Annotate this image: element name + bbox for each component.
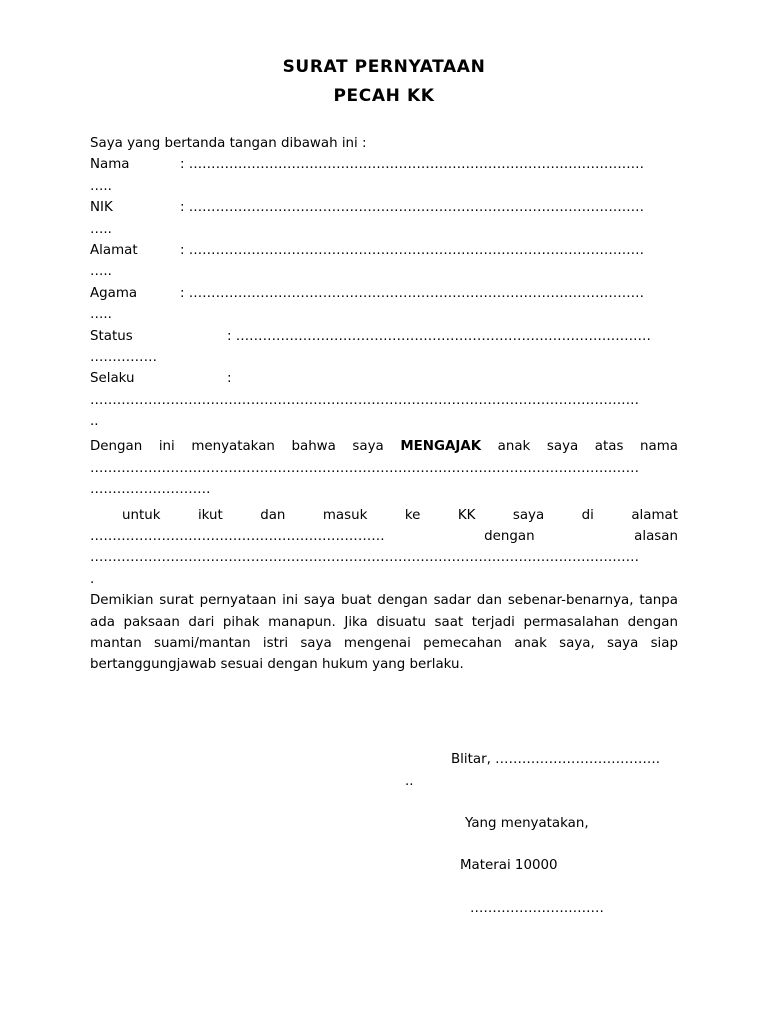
field-colon: :: [227, 328, 232, 344]
field-agama-cont: …..: [90, 307, 112, 323]
address-word: di: [581, 507, 594, 523]
address-line: [90, 505, 678, 526]
statement-bold: MENGAJAK: [400, 439, 482, 455]
field-label: Nama: [90, 157, 130, 173]
field-label: Agama: [90, 285, 138, 301]
statement-pre-word: Dengan: [90, 439, 143, 455]
field-selaku: [90, 368, 678, 389]
statement-pre-word: ini: [158, 439, 175, 455]
field-colon: :: [180, 242, 185, 258]
reason-end: .: [90, 571, 95, 587]
statement-dots-1: ……………………………………………………………………………………………………………: [90, 460, 640, 476]
field-label: NIK: [90, 200, 113, 216]
statement-post-word: anak: [497, 439, 531, 455]
field-selaku-cont2: ..: [90, 414, 99, 430]
address-dots-line: [90, 526, 678, 547]
address-dengan: dengan: [484, 529, 535, 545]
field-nama: [90, 154, 678, 175]
statement-line: [90, 436, 678, 457]
field-dots: …………………………………………………………………………………………: [188, 242, 645, 258]
field-nama-cont: …..: [90, 178, 112, 194]
signature-place: Blitar, ……………………………….: [451, 752, 661, 767]
statement-pre-word: bahwa: [291, 439, 336, 455]
address-word: untuk: [122, 507, 161, 523]
closing-paragraph: Demikian surat pernyataan ini saya buat dengan sadar dan sebenar-benarnya, tanpa ada paksaan dari pihak manapun. Jika disuatu saat terjadi permasalahan dengan mantan suami/mantan istri saya mengenai pemecahan anak saya, saya siap bertanggungjawab sesuai dengan hukum yang berlaku.: [90, 593, 678, 673]
field-alamat-cont: …..: [90, 264, 112, 280]
address-word: masuk: [322, 507, 368, 523]
signature-place-cont: ..: [405, 774, 414, 789]
address-alasan: alasan: [634, 529, 678, 545]
signature-name-dots: …………………………: [470, 901, 604, 916]
address-word: alamat: [631, 507, 678, 523]
field-dots: …………………………………………………………………………………: [235, 328, 651, 344]
statement-post-word: nama: [640, 439, 678, 455]
field-colon: :: [180, 285, 185, 301]
document-body: [90, 133, 678, 676]
statement-post-word: atas: [594, 439, 624, 455]
field-nik-cont: …..: [90, 221, 112, 237]
statement-pre-word: saya: [352, 439, 384, 455]
address-word: saya: [512, 507, 545, 523]
signature-stamp: Materai 10000: [460, 858, 558, 873]
field-selaku-cont: ……………………………………………………………………………………………………………: [90, 392, 640, 408]
field-colon: :: [227, 371, 232, 387]
address-word: ikut: [197, 507, 223, 523]
statement-dots-2: ………………………: [90, 482, 211, 498]
reason-dots: ……………………………………………………………………………………………………………: [90, 550, 640, 566]
field-label: Selaku: [90, 371, 135, 387]
field-colon: :: [180, 200, 185, 216]
document-subtitle: PECAH KK: [333, 86, 435, 106]
field-status: [90, 326, 678, 347]
field-label: Status: [90, 328, 133, 344]
address-dots: …………………………………………………………: [90, 529, 385, 545]
statement-post-word: saya: [546, 439, 579, 455]
signature-declarant: Yang menyatakan,: [465, 816, 589, 831]
address-word: KK: [457, 507, 476, 523]
document-title: SURAT PERNYATAAN: [282, 57, 486, 77]
field-status-cont: ……………: [90, 349, 157, 365]
field-colon: :: [180, 157, 185, 173]
address-word: ke: [404, 507, 421, 523]
field-nik: [90, 197, 678, 218]
intro-line: Saya yang bertanda tangan dibawah ini :: [90, 136, 367, 151]
field-dots: …………………………………………………………………………………………: [188, 285, 645, 301]
address-word: dan: [260, 507, 286, 523]
field-alamat: [90, 240, 678, 261]
field-label: Alamat: [90, 242, 138, 258]
statement-pre-word: menyatakan: [191, 439, 275, 455]
field-dots: …………………………………………………………………………………………: [188, 200, 645, 216]
field-agama: [90, 283, 678, 304]
field-dots: …………………………………………………………………………………………: [188, 157, 645, 173]
